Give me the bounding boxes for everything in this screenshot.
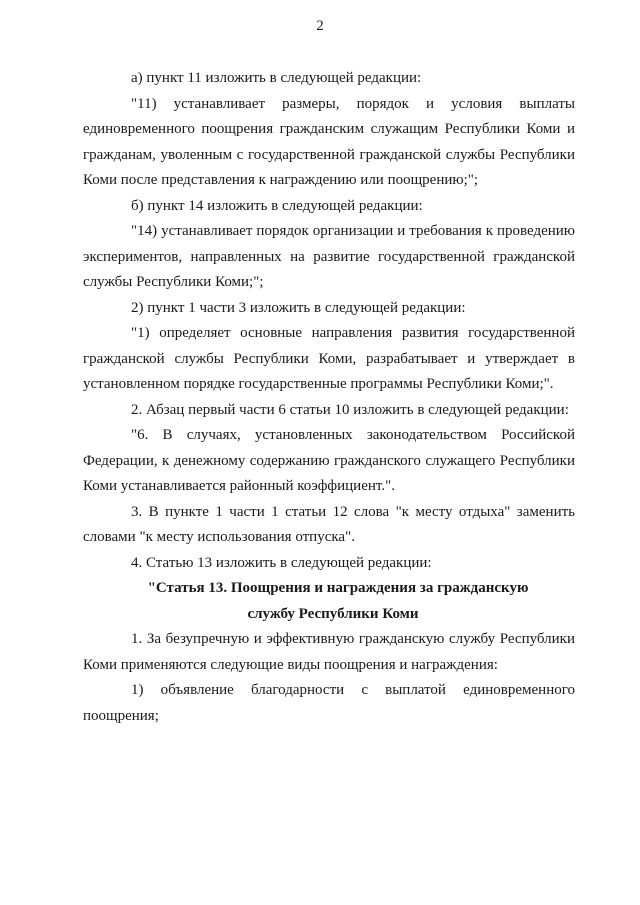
paragraph: 1) объявление благодарности с выплатой единовременного поощрения;: [83, 682, 575, 724]
paragraph: 1. За безупречную и эффективную гражданскую службу Республики Коми применяются следующие виды поощрения и награждения:: [83, 631, 575, 673]
article-heading-line-1: "Статья 13. Поощрения и награждения за гражданскую: [147, 580, 529, 596]
paragraph: 4. Статью 13 изложить в следующей редакции:: [131, 554, 432, 571]
article-heading: [83, 576, 575, 627]
paragraph: "1) определяет основные направления развития государственной гражданской службы Республики Коми, разрабатывает и утверждает в установленном порядке государственные программы Республики Коми;".: [83, 325, 575, 392]
document-body: [83, 66, 575, 729]
article-heading-line-2: службу Республики Коми: [247, 605, 419, 622]
paragraph: "6. В случаях, установленных законодательством Российской Федерации, к денежному содержанию гражданского служащего Республики Коми устанавливается районный коэффициент.".: [83, 427, 575, 494]
paragraph: "14) устанавливает порядок организации и требования к проведению экспериментов, направленных на развитие государственной гражданской службы Республики Коми;";: [83, 223, 575, 290]
paragraph: б) пункт 14 изложить в следующей редакции:: [131, 197, 423, 214]
paragraph: а) пункт 11 изложить в следующей редакции:: [131, 70, 422, 86]
paragraph: 2. Абзац первый части 6 статьи 10 изложить в следующей редакции:: [131, 401, 569, 418]
page-number: 2: [316, 18, 324, 34]
paragraph: "11) устанавливает размеры, порядок и условия выплаты единовременного поощрения гражданским служащим Республики Коми и гражданам, уволенным с государственной гражданской службы Республики Коми после представления к награждению или поощрению;";: [83, 95, 575, 188]
paragraph: 3. В пункте 1 части 1 статьи 12 слова "к месту отдыха" заменить словами "к месту использования отпуска".: [83, 503, 575, 545]
paragraph: 2) пункт 1 части 3 изложить в следующей редакции:: [131, 299, 466, 316]
